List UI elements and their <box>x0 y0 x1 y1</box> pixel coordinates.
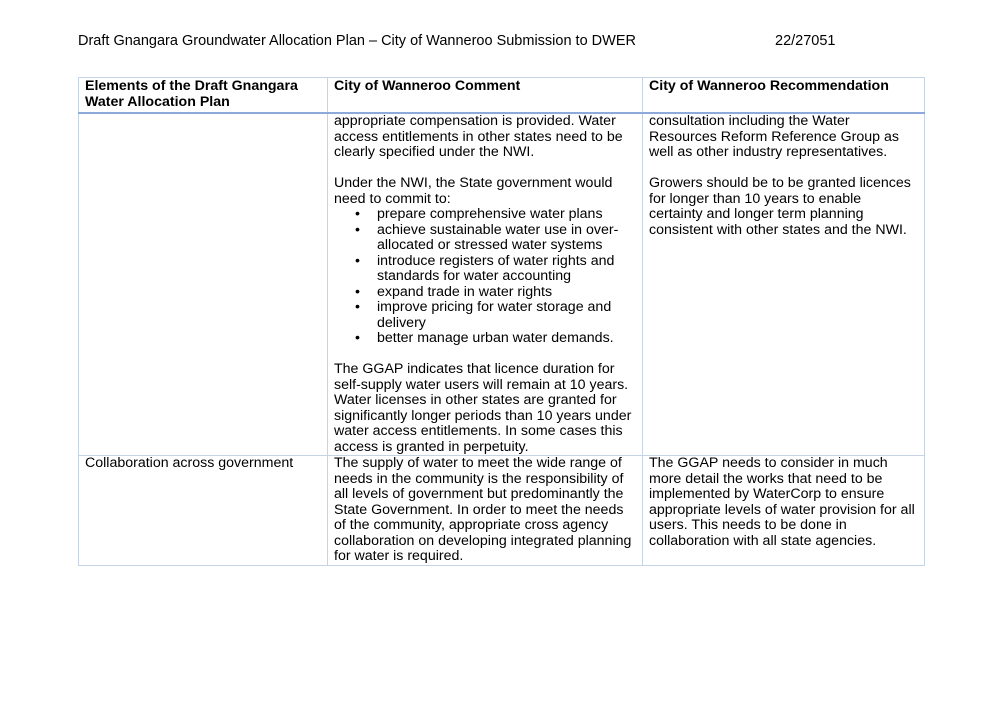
comment-cell: The supply of water to meet the wide range of needs in the community is the responsibility of all levels of government but predominantly the State Government. In order to meet the needs of the community, appropriate cross agency collaboration on developing integrated planning for water is required. <box>328 456 643 566</box>
comment-cell <box>328 113 643 456</box>
submission-table <box>78 77 925 566</box>
list-item: • expand trade in water rights <box>377 285 636 301</box>
recommendation-cell: The GGAP needs to consider in much more detail the works that need to be implemented by WaterCorp to ensure appropriate levels of water provision for all users. This needs to be done in collaboration with all state agencies. <box>643 456 925 566</box>
table-row <box>79 113 925 456</box>
table-header-row <box>79 78 925 114</box>
comment-paragraph: appropriate compensation is provided. Water access entitlements in other states need to be clearly specified under the NWI. <box>334 113 623 160</box>
recommendation-cell <box>643 113 925 456</box>
list-item: • better manage urban water demands. <box>377 331 636 347</box>
page-header <box>78 32 838 50</box>
list-item: • improve pricing for water storage and delivery <box>377 300 636 331</box>
comment-paragraph: The GGAP indicates that licence duration for self-supply water users will remain at 10 years. <box>334 361 629 393</box>
document-reference: 22/27051 <box>775 33 836 49</box>
table-row <box>79 456 925 566</box>
list-item: • introduce registers of water rights and standards for water accounting <box>377 254 636 285</box>
comment-paragraph: Water licenses in other states are granted for significantly longer periods than 10 years under water access entitlements. In some cases this access is granted in perpetuity. <box>334 392 632 455</box>
list-item: • prepare comprehensive water plans <box>377 207 636 223</box>
document-title: Draft Gnangara Groundwater Allocation Plan – City of Wanneroo Submission to DWER <box>78 33 636 49</box>
column-header-recommendation: City of Wanneroo Recommendation <box>643 78 925 114</box>
recommendation-paragraph: Growers should be to be granted licences for longer than 10 years to enable certainty and longer term planning consistent with other states and the NWI. <box>649 175 911 238</box>
nwi-commitments-list <box>334 207 636 347</box>
recommendation-paragraph: consultation including the Water Resources Reform Reference Group as well as other industry representatives. <box>649 113 899 160</box>
comment-paragraph: Under the NWI, the State government would need to commit to: <box>334 175 613 207</box>
element-cell <box>79 113 328 456</box>
element-cell: Collaboration across government <box>79 456 328 566</box>
column-header-elements: Elements of the Draft Gnangara Water Allocation Plan <box>79 78 328 114</box>
list-item: • achieve sustainable water use in over-allocated or stressed water systems <box>377 223 636 254</box>
column-header-comment: City of Wanneroo Comment <box>328 78 643 114</box>
